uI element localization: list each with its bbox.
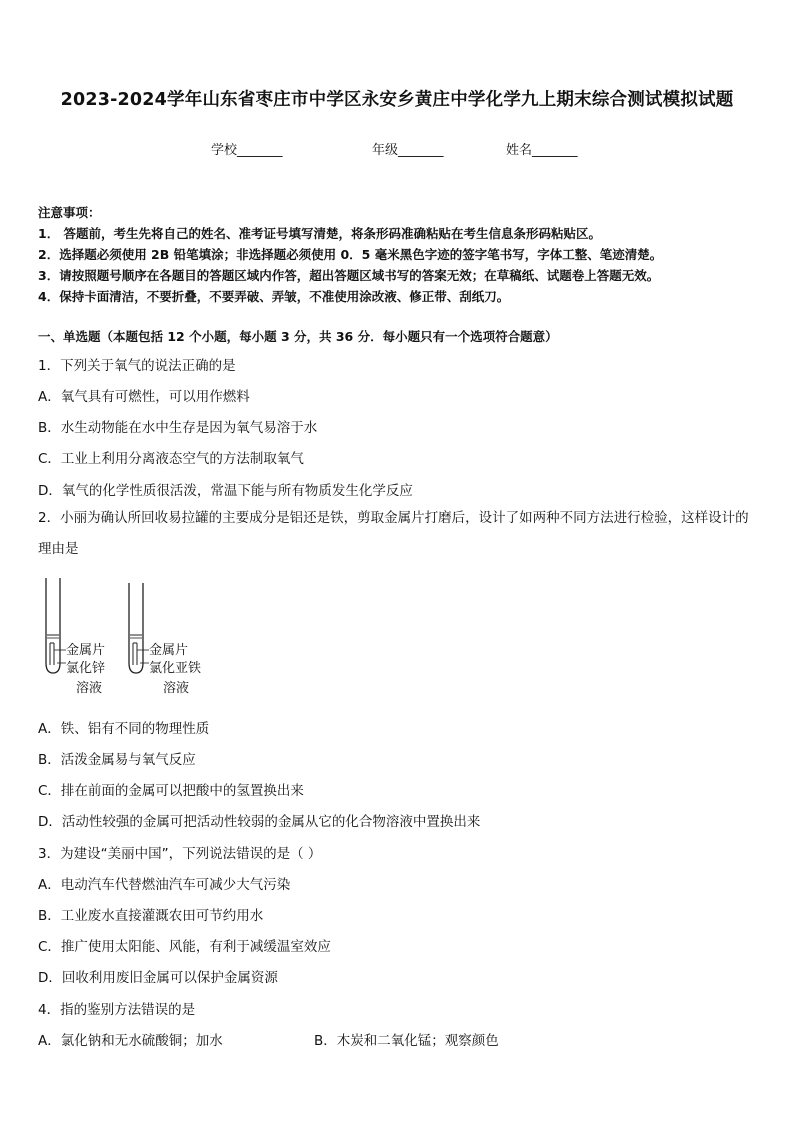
notes-heading: 注意事项：: [38, 205, 101, 220]
tube2-label-liquid: 溶液: [163, 681, 190, 696]
student-info-row: [0, 139, 794, 161]
q3-option-a: A．电动汽车代替燃油汽车可减少大气污染: [38, 877, 291, 893]
test-tube-1: [46, 578, 105, 696]
page-title: 2023-2024学年山东省枣庄市中学区永安乡黄庄中学化学九上期末综合测试模拟试题: [60, 90, 734, 110]
question-2-stem: 2．小丽为确认所回收易拉罐的主要成分是铝还是铁，剪取金属片打磨后，设计了如两种不同方法进行检验，这样设计的理由是: [38, 510, 749, 557]
q1-option-a: A．氧气具有可燃性，可以用作燃料: [38, 389, 250, 405]
test-tube-2: [129, 583, 201, 696]
q3-option-c: C．推广使用太阳能、风能，有利于减缓温室效应: [38, 939, 331, 955]
grade-field[interactable]: 年级_______: [372, 143, 444, 158]
test-tube-diagram: [38, 575, 228, 700]
q2-option-c: C．排在前面的金属可以把酸中的氢置换出来: [38, 783, 304, 799]
question-1-stem: 1．下列关于氧气的说法正确的是: [38, 358, 236, 374]
q1-option-b: B．水生动物能在水中生存是因为氧气易溶于水: [38, 420, 318, 436]
q3-option-d: D．回收利用废旧金属可以保护金属资源: [38, 970, 278, 986]
note-item: 2．选择题必须使用 2B 铅笔填涂；非选择题必须使用 0．5 毫米黑色字迹的签字笔书写，字体工整、笔迹清楚。: [38, 247, 663, 262]
question-4-stem: 4．指的鉴别方法错误的是: [38, 1002, 196, 1018]
q1-option-d: D．氧气的化学性质很活泼，常温下能与所有物质发生化学反应: [38, 483, 413, 499]
tube2-label-metal: 金属片: [149, 643, 189, 658]
note-item: 1． 答题前，考生先将自己的姓名、准考证号填写清楚，将条形码准确粘贴在考生信息条形码粘贴区。: [38, 226, 602, 241]
note-item: 3．请按照题号顺序在各题目的答题区域内作答，超出答题区域书写的答案无效；在草稿纸、试题卷上答题无效。: [38, 268, 660, 283]
q2-option-a: A．铁、铝有不同的物理性质: [38, 721, 210, 737]
q2-option-d: D．活动性较强的金属可把活动性较弱的金属从它的化合物溶液中置换出来: [38, 814, 481, 830]
q1-option-c: C．工业上利用分离液态空气的方法制取氧气: [38, 451, 304, 467]
q4-option-a: A．氯化钠和无水硫酸铜；加水: [38, 1033, 223, 1049]
school-field[interactable]: 学校_______: [211, 143, 283, 158]
tube1-label-metal: 金属片: [66, 643, 106, 658]
name-field[interactable]: 姓名_______: [506, 143, 578, 158]
q4-option-b: B．木炭和二氧化锰；观察颜色: [314, 1033, 499, 1049]
section-heading: 一、单选题（本题包括 12 个小题，每小题 3 分，共 36 分．每小题只有一个选项符合题意）: [38, 329, 558, 344]
tube2-label-solution: 氯化亚铁: [149, 661, 202, 676]
tube1-label-liquid: 溶液: [76, 681, 103, 696]
question-3-stem: 3．为建设“美丽中国”，下列说法错误的是（ ）: [38, 846, 322, 862]
q3-option-b: B．工业废水直接灌溉农田可节约用水: [38, 908, 264, 924]
tube1-label-solution: 氯化锌: [66, 661, 106, 676]
note-item: 4．保持卡面清洁，不要折叠，不要弄破、弄皱，不准使用涂改液、修正带、刮纸刀。: [38, 289, 510, 304]
q2-option-b: B．活泼金属易与氧气反应: [38, 752, 196, 768]
